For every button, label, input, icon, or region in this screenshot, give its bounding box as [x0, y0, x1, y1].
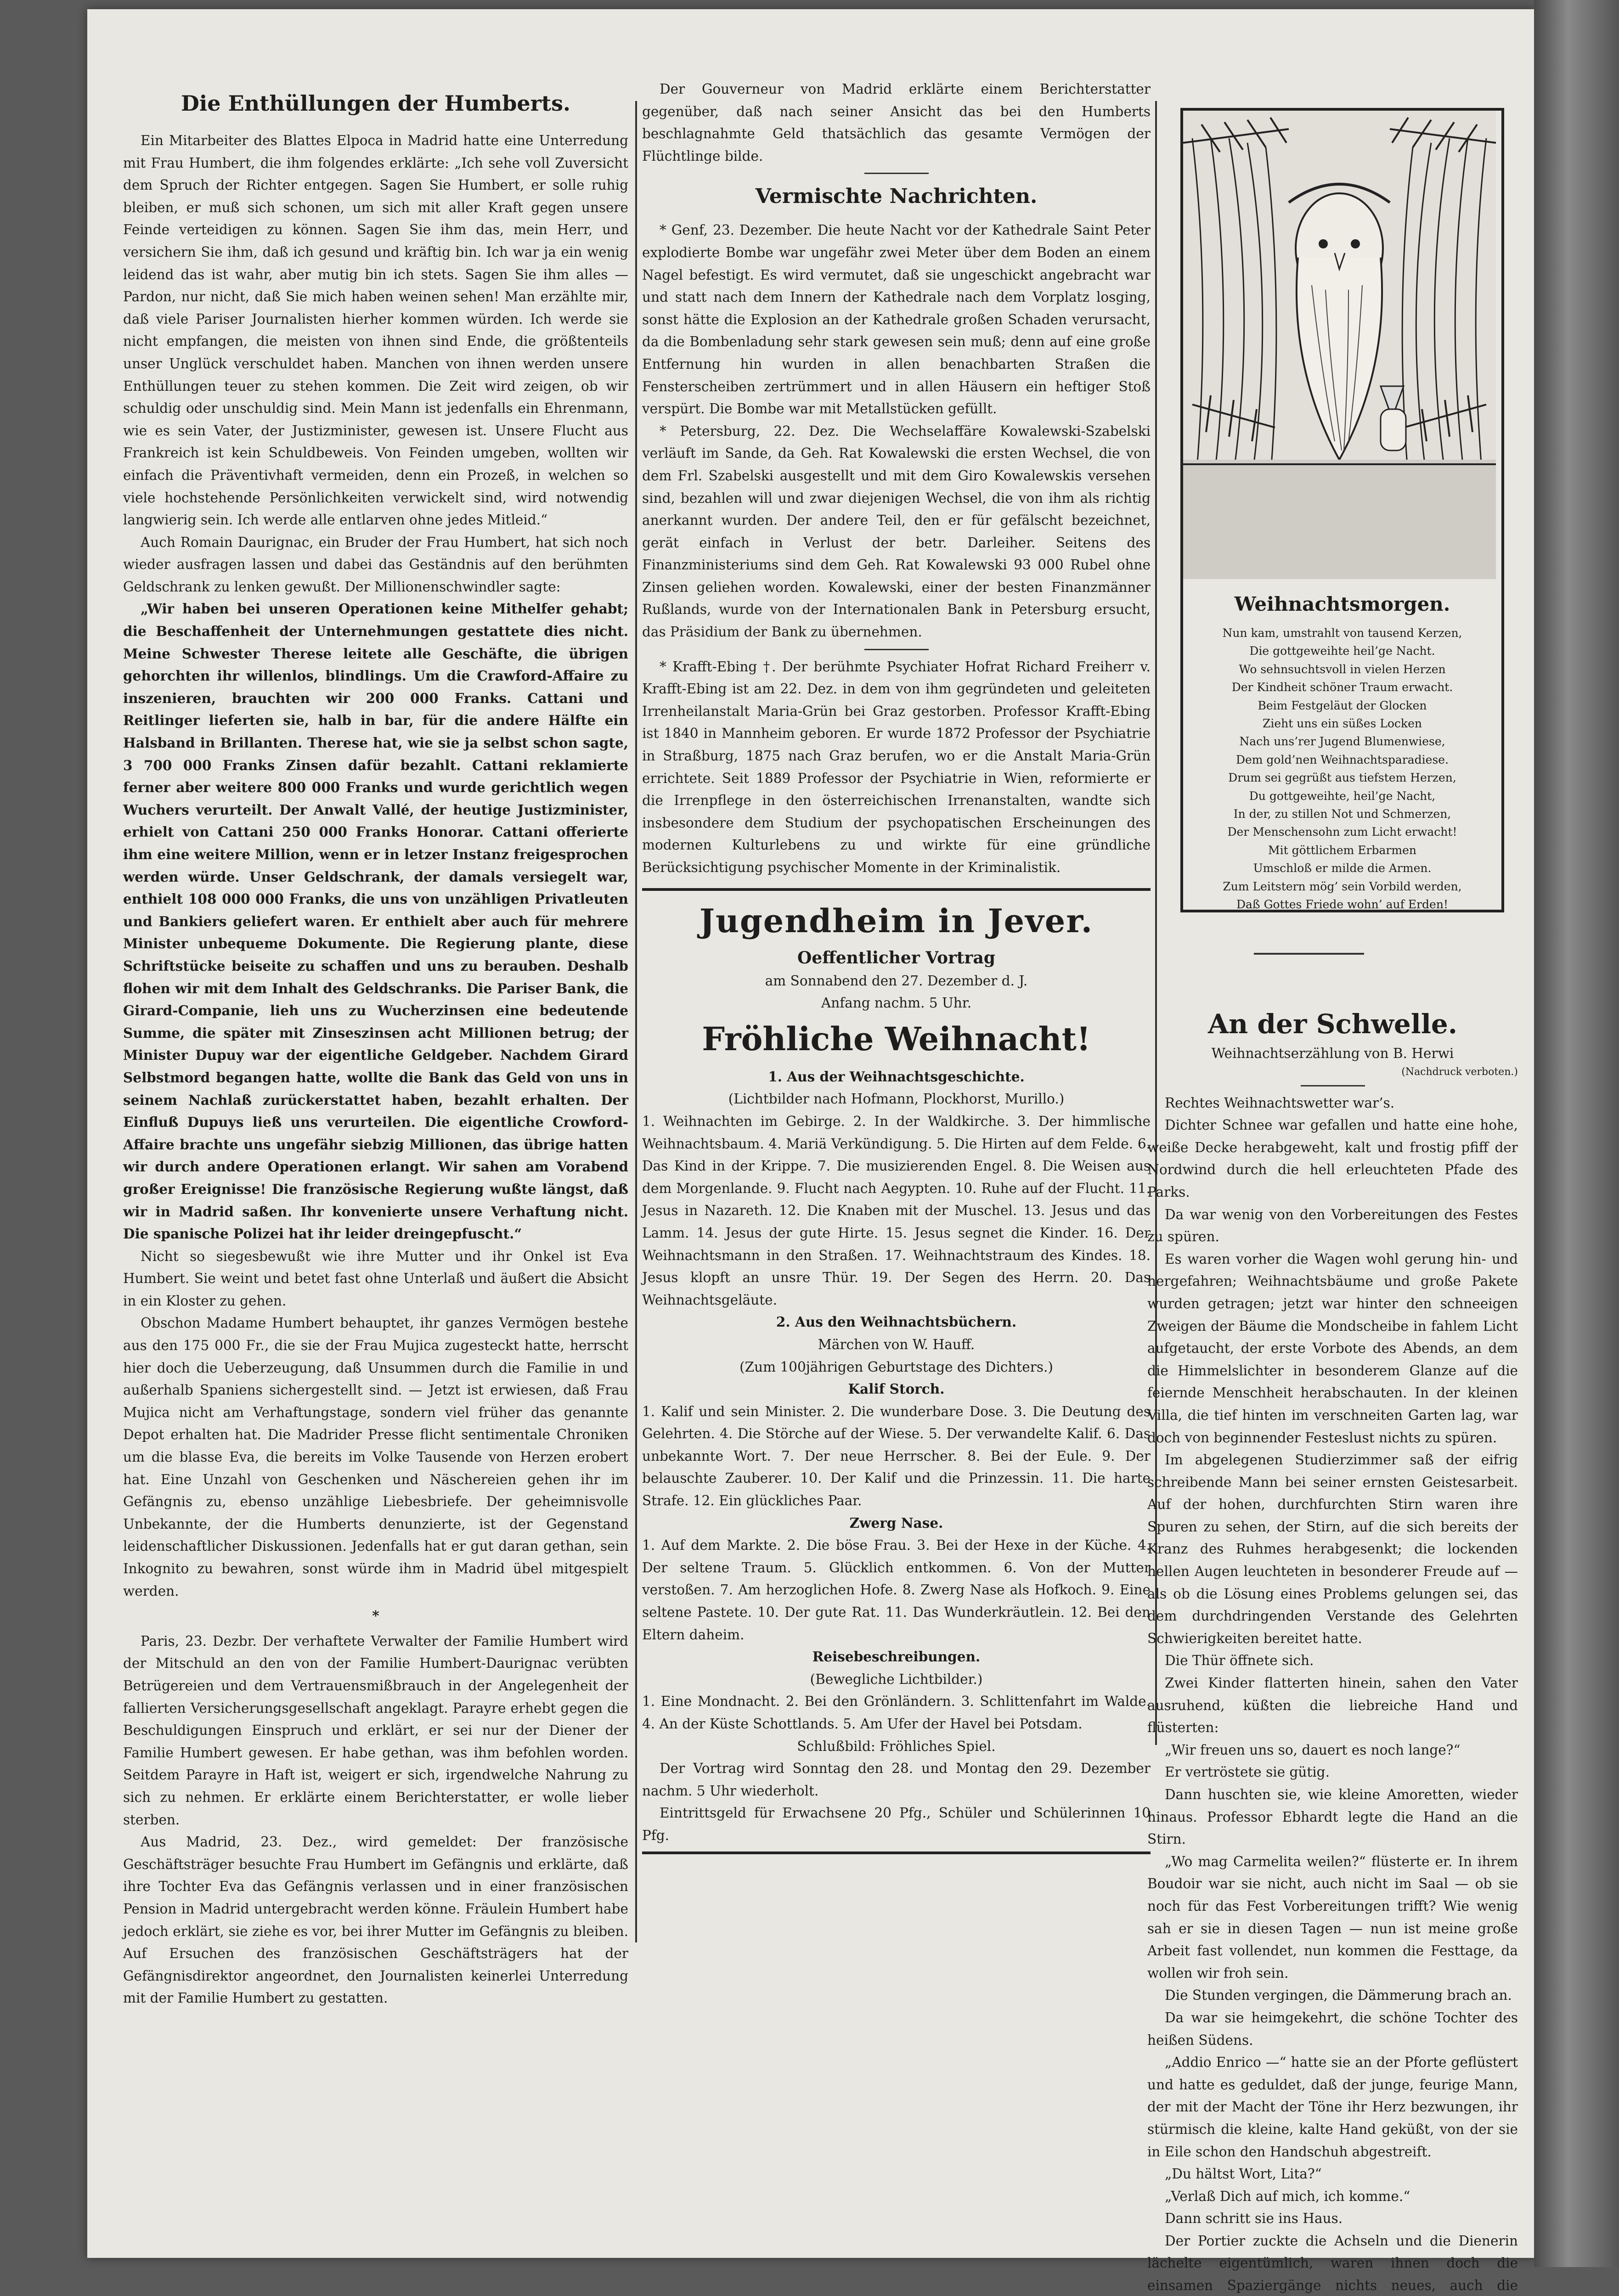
- reprint-note: (Nachdruck verboten.): [1401, 1066, 1518, 1078]
- poem-line: Dem gold’nen Weihnachtsparadiese.: [1235, 753, 1449, 766]
- program-section-2: 2. Aus den Weihnachtsbüchern.: [776, 1314, 1017, 1330]
- story-title: Zwerg Nase.: [849, 1514, 943, 1531]
- paragraph: Es waren vorher die Wagen wohl gerung hin- und hergefahren; Weihnachtsbäume und große Pakete wurden getragen; jetzt war hinter den schneeigen Zweigen der Bäume die Mondscheibe in fahlem Licht aufgetaucht, der erste Vorbote des Abends, an dem die Himmelslichter in besonderem Glanze auf die feiernde Menschheit herabschauten. In der kleinen Villa, die tief hinten im verschneiten Garten lag, war doch von beginnender Festeslust nichts zu spüren.: [1147, 1251, 1518, 1446]
- repeat-note: Der Vortrag wird Sonntag den 28. und Montag den 29. Dezember nachm. 5 Uhr wiederholt.: [642, 1761, 1151, 1799]
- paragraph: Dann huschten sie, wie kleine Amoretten, wieder hinaus. Professor Ebhardt legte die Hand an die Stirn.: [1147, 1787, 1518, 1847]
- story-byline: Weihnachtserzählung von B. Herwi: [1211, 1046, 1454, 1061]
- section-star: *: [372, 1608, 379, 1624]
- paragraph: „Verlaß Dich auf mich, ich komme.“: [1165, 2188, 1410, 2204]
- program-list: 1. Kalif und sein Minister. 2. Die wunderbare Dose. 3. Die Deutung des Gelehrten. 4. Die Störche auf der Wiese. 5. Der verwandelte Kalif. 6. Das unbekannte Wort. 7. Der neue Herrscher. 8. Bei der Eule. 9. Der belauschte Zauberer. 10. Der Kalif und die Prinzessin. 11. Die harte Strafe. 12. Ein glückliches Paar.: [642, 1403, 1151, 1509]
- paragraph: Ein Mitarbeiter des Blattes Elpoca in Madrid hatte eine Unterredung mit Frau Humbert, die ihm folgendes erklärte: „Ich sehe voll Zuversicht dem Spruch der Richter entgegen. Sagen Sie Humbert, er solle ruhig bleiben, er muß sich schonen, um sich mit aller Kraft gegen unsere Feinde verteidigen zu können. Sagen Sie ihm das, mein Herr, und versichern Sie ihm, daß ich gesund und kräftig bin. Ich war ja ein wenig leidend das ist wahr, aber mutig bin ich stets. Sagen Sie ihm alles — Pardon, nur nicht, daß Sie mich haben weinen sehen! Man erzählte mir, daß viele Pariser Journalisten hierher kommen würden. Ich werde sie nicht empfangen, die meisten von ihnen sind Ende, die größtenteils unser Unglück verschuldet haben. Manchen von ihnen werden unsere Enthüllungen teuer zu stehen kommen. Die Zeit wird zeigen, ob wir schuldig oder unschuldig sind. Mein Mann ist jedenfalls ein Ehrenmann, wie es sein Vater, der Justizminister, gewesen ist. Unsere Flucht aus Frankreich ist kein Schuldbeweis. Von Feinden umgeben, wollten wir einfach die Präventivhaft vermeiden, denn ein Prozeß, in welchen so viele hochstehende Persönlichkeiten verwickelt sind, wird notwendig langwierig sein. Ich werde alle entlarven ohne jedes Mitleid.“: [123, 133, 628, 528]
- headline-vermischte: Vermischte Nachrichten.: [755, 185, 1038, 208]
- paragraph: Rechtes Weihnachtswetter war’s.: [1165, 1095, 1395, 1111]
- poem-line: Der Menschensohn zum Licht erwacht!: [1227, 825, 1457, 839]
- poem-line: Zum Leitstern mög’ sein Vorbild werden,: [1223, 879, 1462, 893]
- ad-time: Anfang nachm. 5 Uhr.: [821, 995, 972, 1011]
- binding-edge: [1534, 0, 1619, 2267]
- paragraph: Die Stunden vergingen, die Dämmerung brach an.: [1165, 1987, 1512, 2003]
- poem-line: Der Kindheit schöner Traum erwacht.: [1231, 681, 1453, 694]
- story-headline: An der Schwelle.: [1208, 1008, 1457, 1040]
- poem-line: Nun kam, umstrahlt von tausend Kerzen,: [1222, 626, 1462, 640]
- poem-line: Die gottgeweihte heil’ge Nacht.: [1249, 644, 1435, 658]
- column-news: [642, 78, 1151, 1854]
- paragraph: Zwei Kinder flatterten hinein, sahen den Vater ausruhend, küßten die liebreiche Hand und flüsterten:: [1147, 1675, 1518, 1736]
- paragraph: Paris, 23. Dezbr. Der verhaftete Verwalter der Familie Humbert wird der Mitschuld an den von der Familie Humbert-Daurignac verübten Betrügereien und dem Vertrauensmißbrauch in der Angelegenheit der fallierten Versicherungsgesellschaft angeklagt. Parayre erhebt gegen die Beschuldigungen Einspruch und erklärt, er sei nur der Diener der Familie Humbert gewesen. Er habe gethan, was ihm befohlen worden. Seitdem Parayre in Haft ist, weigert er sich, irgendwelche Nahrung zu sich zu nehmen. Er erklärte einem Berichterstatter, er wolle lieber sterben.: [123, 1633, 628, 1828]
- column-humbert: [123, 78, 628, 2009]
- entry-fee: Eintrittsgeld für Erwachsene 20 Pfg., Schüler und Schülerinnen 10 Pfg.: [642, 1805, 1151, 1843]
- news-krafft-ebing: * Krafft-Ebing †. Der berühmte Psychiater Hofrat Richard Freiherr v. Krafft-Ebing ist am 22. Dez. in dem von ihm gegründeten und geleiteten Irrenheilanstalt Maria-Grün bei Graz gestorben. Professor Krafft-Ebing ist 1840 in Mannheim geboren. Er wurde 1872 Professor der Psychiatrie in Straßburg, 1875 nach Graz berufen, wo er die Anstalt Maria-Grün errichtete. Seit 1889 Professor der Psychiatrie in Wien, reformierte er die Irrenpflege in den österreichischen Irrenanstalten, wandte sich insbesondere dem Studium der psychopatischen Erscheinungen des modernen Kulturlebens zu und wirkte für eine gründliche Berücksichtigung psychischer Momente in der Kriminalistik.: [642, 658, 1151, 875]
- divider: [864, 173, 929, 174]
- program-section-3-note: (Bewegliche Lichtbilder.): [810, 1671, 983, 1687]
- paragraph: Die Thür öffnete sich.: [1165, 1653, 1314, 1669]
- poem-line: Du gottgeweihte, heil’ge Nacht,: [1249, 789, 1436, 803]
- christmas-illustration: [1180, 108, 1504, 912]
- poem-line: Daß Gottes Friede wohn’ auf Erden!: [1236, 898, 1448, 912]
- program-section-3: Reisebeschreibungen.: [812, 1649, 981, 1665]
- poem-line: In der, zu stillen Not und Schmerzen,: [1233, 807, 1451, 821]
- paragraph: Dann schritt sie ins Haus.: [1165, 2211, 1343, 2227]
- program-section-2-author: Märchen von W. Hauff.: [818, 1336, 975, 1352]
- column-story: [1147, 1006, 1518, 2296]
- program-list: 1. Auf dem Markte. 2. Die böse Frau. 3. Bei der Hexe in der Küche. 4. Der seltene Traum. 5. Glücklich entkommen. 6. Von der Mutter verstoßen. 7. Am herzoglichen Hofe. 8. Zwerg Nase als Hofkoch. 9. Eine seltene Pastete. 10. Der gute Rat. 11. Das Wunderkräutlein. 12. Bei den Eltern daheim.: [642, 1537, 1151, 1643]
- headline-humbert: Die Enthüllungen der Humberts.: [181, 91, 571, 116]
- ad-date: am Sonnabend den 27. Dezember d. J.: [765, 973, 1028, 989]
- paragraph: Da war wenig von den Vorbereitungen des Festes zu spüren.: [1147, 1206, 1518, 1245]
- program-section-1-note: (Lichtbilder nach Hofmann, Plockhorst, Murillo.): [728, 1091, 1065, 1107]
- paragraph: „Addio Enrico —“ hatte sie an der Pforte geflüstert und hatte es geduldet, daß der junge, feurige Mann, der mit der Macht der Töne ihr Herz bezwungen, ihr stürmisch die kleine, kalte Hand geküßt, von der sie in Eile schon den Handschuh abgestreift.: [1147, 2054, 1518, 2160]
- news-petersburg: * Petersburg, 22. Dez. Die Wechselaffäre Kowalewski-Szabelski verläuft im Sande, da Geh. Rat Kowalewski die ersten Wechsel, die von dem Frl. Szabelski ausgestellt und mit dem Giro Kowalewskis versehen sind, bezahlen will und zwar diejenigen Wechsel, die von ihm als richtig anerkannt wurden. Der andere Teil, den er für gefälscht bezeichnet, gerät einfach in Verlust der betr. Darleiher. Seitens des Finanzministeriums sind dem Geh. Rat Kowalewski 93 000 Rubel ohne Zinsen geliehen worden. Kowalewski, einer der besten Finanzmänner Rußlands, wurde von der Internationalen Bank in Petersburg ersucht, das Präsidium der Bank zu übernehmen.: [642, 423, 1151, 640]
- program-list: 1. Weihnachten im Gebirge. 2. In der Waldkirche. 3. Der himmlische Weihnachtsbaum. 4. Mariä Verkündigung. 5. Die Hirten auf dem Felde. 6. Das Kind in der Krippe. 7. Die musizierenden Engel. 8. Die Weisen aus dem Morgenlande. 9. Flucht nach Aegypten. 10. Ruhe auf der Flucht. 11. Jesus in Nazareth. 12. Die Knaben mit der Muschel. 13. Jesus und das Lamm. 14. Jesus der gute Hirte. 15. Jesus segnet die Kinder. 16. Der Weihnachtsmann in den Straßen. 17. Weihnachtstraum des Kindes. 18. Jesus klopft an unsre Thür. 19. Der Segen des Herrn. 20. Das Weihnachtsgeläute.: [642, 1113, 1151, 1308]
- poem-title: Weihnachtsmorgen.: [1234, 593, 1450, 615]
- program-list: 1. Eine Mondnacht. 2. Bei den Grönländern. 3. Schlittenfahrt im Walde. 4. An der Küste Schottlands. 5. Am Ufer der Havel bei Potsdam.: [642, 1694, 1151, 1732]
- program-section-1: 1. Aus der Weihnachtsgeschichte.: [768, 1068, 1025, 1085]
- paragraph: Nicht so siegesbewußt wie ihre Mutter und ihr Onkel ist Eva Humbert. Sie weint und betet fast ohne Unterlaß und äußert die Absicht in ein Kloster zu gehen.: [123, 1248, 628, 1309]
- paragraph: Da war sie heimgekehrt, die schöne Tochter des heißen Südens.: [1147, 2009, 1518, 2048]
- program-section-2-note: (Zum 100jährigen Geburtstage des Dichters.): [739, 1359, 1053, 1375]
- story-title: Kalif Storch.: [848, 1381, 945, 1397]
- ad-title: Jugendheim in Jever.: [699, 901, 1094, 940]
- advertisement-jugendheim: [642, 888, 1151, 1854]
- newspaper-page: [87, 9, 1534, 2294]
- news-genf: * Genf, 23. Dezember. Die heute Nacht vor der Kathedrale Saint Peter explodierte Bombe war ungefähr zwei Meter über dem Boden an einem Nagel befestigt. Es wird vermutet, daß sie ungeschickt angebracht war und statt nach dem Innern der Kathedrale nach dem Vorplatz losging, sonst hätte die Explosion an der Kathedrale großen Schaden verursacht, da die Bombenladung sehr stark gewesen sein muß; denn auf eine große Entfernung hin wurden in allen benachbarten Straßen die Fensterscheiben zertrümmert und in allen Häusern ein heftiger Stoß verspürt. Die Bombe war mit Metallstücken gefüllt.: [642, 222, 1151, 417]
- divider: [1301, 1085, 1365, 1086]
- closing-image: Schlußbild: Fröhliches Spiel.: [797, 1738, 996, 1754]
- divider: [1254, 953, 1364, 955]
- paragraph: Der Gouverneur von Madrid erklärte einem Berichterstatter gegenüber, daß nach seiner Ansicht das bei den Humberts beschlagnahmte Geld thatsächlich das gesamte Vermögen der Flüchtlinge bilde.: [642, 81, 1151, 164]
- paragraph: Er vertröstete sie gütig.: [1165, 1764, 1330, 1780]
- paragraph: „Du hältst Wort, Lita?“: [1165, 2166, 1322, 2182]
- santa-claus-picture: [1183, 111, 1496, 579]
- divider: [864, 649, 929, 650]
- ad-headline: Fröhliche Weihnacht!: [702, 1019, 1091, 1058]
- poem-line: Beim Festgeläut der Glocken: [1258, 698, 1427, 712]
- poem-line: Drum sei gegrüßt aus tiefstem Herzen,: [1228, 771, 1456, 785]
- paragraph: Obschon Madame Humbert behauptet, ihr ganzes Vermögen bestehe aus den 175 000 Fr., die sie der Frau Mujica zugesteckt hatte, herrscht hier doch die Ueberzeugung, daß Unsummen durch die Familie in und außerhalb Spaniens sichergestellt sind. — Jetzt ist erwiesen, daß Frau Mujica nicht am Verhaftungstage, sondern viel früher das genannte Depot erhalten hat. Die Madrider Presse flicht sentimentale Chroniken um die blasse Eva, die bereits im Volke Tausende von Herzen erobert hat. Eine Unzahl von Geschenken und Näschereien gehen ihr im Gefängnis zu, ebenso unzählige Liebesbriefe. Der geheimnisvolle Unbekannte, der die Humberts denunzierte, ist der Gegenstand leidenschaftlicher Diskussionen. Jedenfalls hat er gut daran gethan, sein Inkognito zu bewahren, sonst würde ihm in Madrid übel mitgespielt werden.: [123, 1315, 628, 1599]
- poem-line: Wo sehnsuchtsvoll in vielen Herzen: [1239, 662, 1446, 676]
- poem-weihnachtsmorgen: [1183, 624, 1501, 914]
- paragraph: Im abgelegenen Studierzimmer saß der eifrig schreibende Mann bei seiner ernsten Geistesarbeit. Auf der hohen, durchfurchten Stirn waren ihre Spuren zu sehen, der Stirn, auf die sich bereits der Kranz des Ruhmes herabgesenkt; die lockenden hellen Augen leuchteten in besonderer Freude auf — als ob die Lösung eines Problems gelungen sei, das dem durchdringenden Verstande des Gelehrten Schwierigkeiten bereitet hatte.: [1147, 1452, 1518, 1646]
- paragraph: „Wir haben bei unseren Operationen keine Mithelfer gehabt; die Beschaffenheit der Unternehmungen gestattete dies nicht. Meine Schwester Therese leitete alle Geschäfte, die übrigen gehorchten ihr willenlos, blindlings. Um die Crawford-Affaire zu inszenieren, brauchten wir 200 000 Franks. Cattani und Reitlinger lieferten sie, halb in bar, für die andere Hälfte ein Halsband in Brillanten. Therese hat, wie sie ja selbst schon sagte, 3 700 000 Franks Zinsen dafür bezahlt. Cattani reklamierte ferner aber weitere 800 000 Franks und wurde gerichtlich wegen Wuchers verurteilt. Der Anwalt Vallé, der heutige Justizminister, erhielt von Cattani 250 000 Franks Honorar. Cattani offerierte ihm eine weitere Million, wenn er in letzer Instanz freigesprochen werden würde. Unser Geldschrank, der damals versiegelt war, enthielt 108 000 000 Franks, die uns von unzähligen Privatleuten und Bankiers geliefert waren. Er enthielt aber auch für mehrere Minister unbequeme Dokumente. Die Regierung plante, diese Schriftstücke beiseite zu schaffen und uns zu berauben. Deshalb flohen wir mit dem Inhalt des Geldschranks. Die Pariser Bank, die Girard-Companie, lieh uns zu Wucherzinsen eine bedeutende Summe, die später mit Zinseszinsen acht Millionen betrug; der Minister Dupuy war der eigentliche Geldgeber. Nachdem Girard Selbstmord begangen hatte, wollte die Bank das Geld von uns in seinem Nachlaß zurückerstattet haben, bezahlt erhalten. Der Einfluß Dupuys ließ uns verurteilen. Die eigentliche Crowford-Affaire brachte uns ungefähr siebzig Millionen, das übrige hatten wir durch andere Operationen erlangt. Wir sahen am Vorabend großer Ereignisse! Die französische Regierung wußte längst, daß wir in Madrid saßen. Ihr konvenierte unsere Verhaftung nicht. Die spanische Polizei hat ihr leider dreingepfuscht.“: [123, 601, 628, 1242]
- poem-line: Zieht uns ein süßes Locken: [1263, 717, 1422, 731]
- poem-line: Nach uns’rer Jugend Blumenwiese,: [1239, 735, 1445, 748]
- paragraph: Dichter Schnee war gefallen und hatte eine hohe, weiße Decke herabgeweht, kalt und frostig pfiff der Nordwind durch die hell erleuchteten Pfade des Parks.: [1147, 1117, 1518, 1200]
- column-rule: [635, 101, 637, 1942]
- paragraph: Auch Romain Daurignac, ein Bruder der Frau Humbert, hat sich noch wieder ausfragen lassen und dabei das Geständnis auf den berühmten Geldschrank zu lenken gewußt. Der Millionenschwindler sagte:: [123, 534, 628, 595]
- poem-line: Umschloß er milde die Armen.: [1253, 861, 1432, 875]
- ad-subtitle: Oeffentlicher Vortrag: [797, 948, 996, 968]
- paragraph: Aus Madrid, 23. Dez., wird gemeldet: Der französische Geschäftsträger besuchte Frau Humbert im Gefängnis und erklärte, daß ihre Tochter Eva das Gefängnis verlassen und in einer französischen Pension in Madrid untergebracht werden könne. Fräulein Humbert habe jedoch erklärt, sie ziehe es vor, bei ihrer Mutter im Gefängnis zu bleiben. Auf Ersuchen des französischen Geschäftsträgers hat der Gefängnisdirektor angeordnet, den Journalisten keinerlei Unterredung mit der Familie Humbert zu gestatten.: [123, 1834, 628, 2006]
- poem-line: Mit göttlichem Erbarmen: [1268, 843, 1416, 857]
- paragraph: „Wo mag Carmelita weilen?“ flüsterte er. In ihrem Boudoir war sie nicht, auch nicht im Saal — ob sie noch für das Fest Vorbereitungen trifft? Wie wenig sah er sie in diesen Tagen — nun ist meine große Arbeit fast vollendet, nun kommen die Festtage, da wollen wir froh sein.: [1147, 1853, 1518, 1981]
- paragraph: „Wir freuen uns so, dauert es noch lange?“: [1165, 1742, 1461, 1758]
- paragraph: Der Portier zuckte die Achseln und die Dienerin lächelte eigentümlich, waren ihnen doch die einsamen Spaziergänge nichts neues, auch die: [1147, 2233, 1518, 2294]
